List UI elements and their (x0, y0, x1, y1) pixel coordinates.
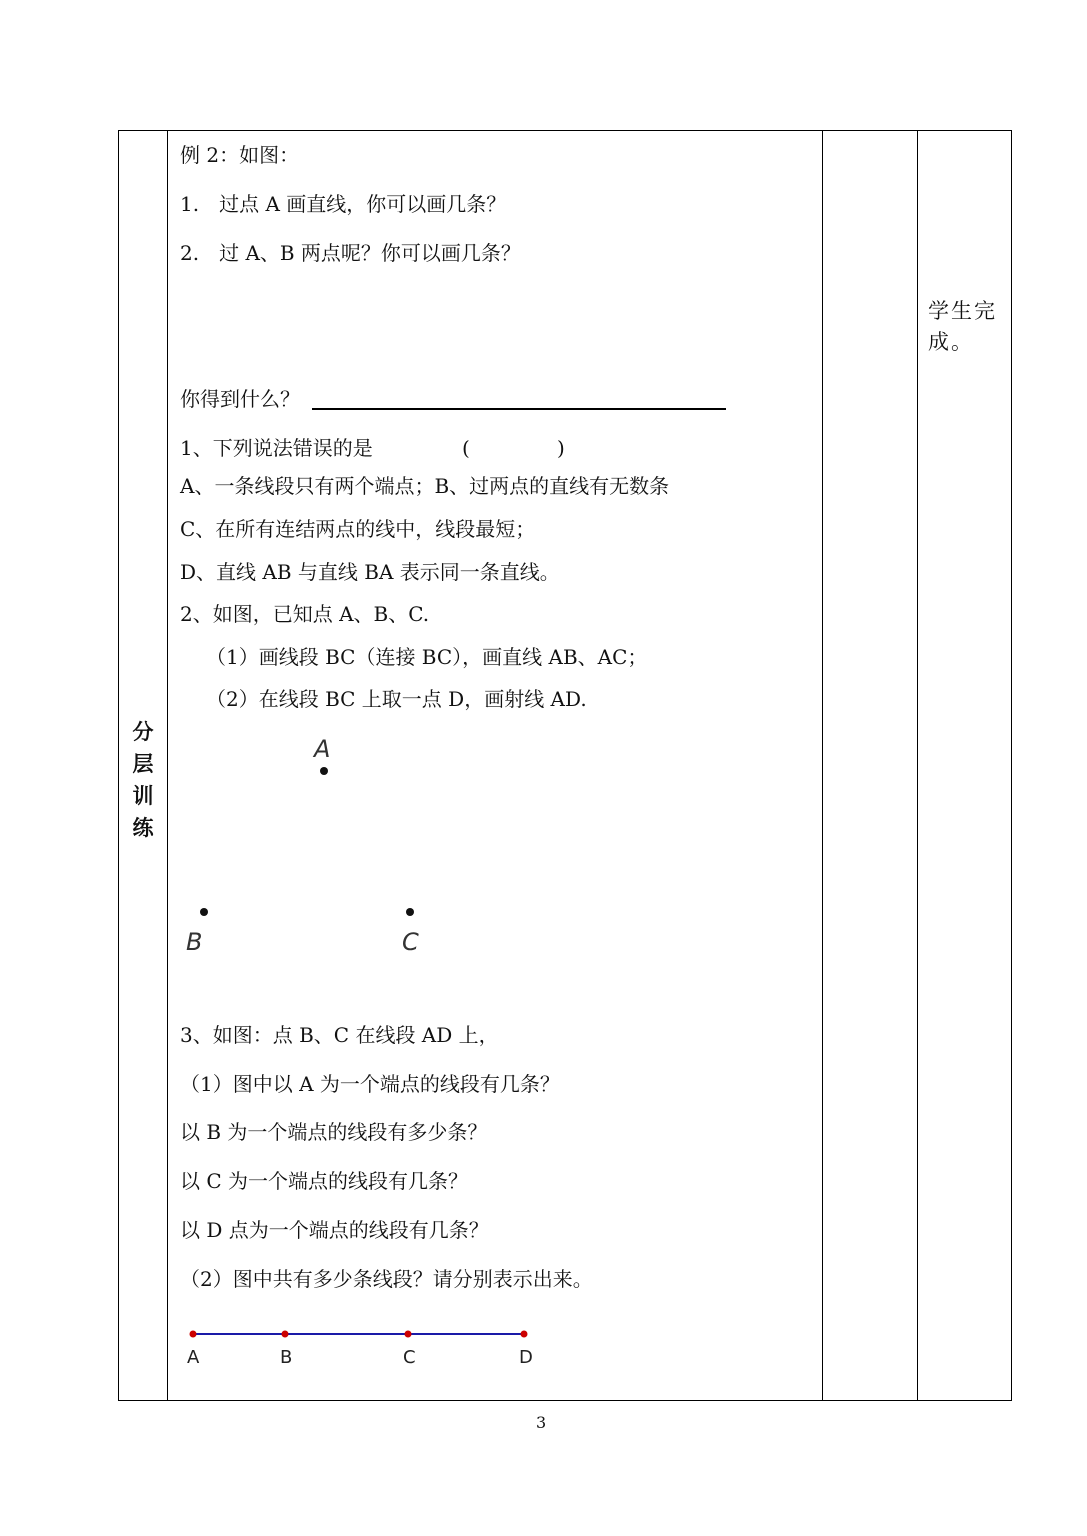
layer-training-label (128, 716, 158, 844)
ex1-option-c: C、在所有连结两点的线中，线段最短； (180, 517, 536, 541)
ex3-part-3: 以 C 为一个端点的线段有几条？ (180, 1169, 469, 1193)
example-question-2: 2. 过 A、B 两点呢？你可以画几条？ (180, 241, 521, 265)
label-char-3: 训 (132, 783, 154, 808)
example-title: 例 2：如图： (180, 143, 300, 167)
table-bottom-border (118, 1400, 1012, 1401)
segment-label-b: B (280, 1347, 293, 1368)
ex2-point-c (406, 908, 414, 916)
ex1-paren-open: ( (462, 436, 470, 460)
segment-point-a (190, 1331, 197, 1338)
ex3-part-4: 以 D 点为一个端点的线段有几条？ (180, 1218, 489, 1242)
ex2-part-1: （1）画线段 BC（连接 BC），画直线 AB、AC； (206, 645, 648, 669)
segment-label-a: A (187, 1347, 200, 1368)
table-left-border (118, 130, 119, 1400)
answer-blank-line (312, 408, 726, 410)
ex2-point-a-label: A (314, 735, 331, 763)
example-what-question: 你得到什么？ (180, 387, 300, 411)
ex2-point-b (200, 908, 208, 916)
ex1-option-d: D、直线 AB 与直线 BA 表示同一条直线。 (180, 560, 560, 584)
segment-label-d: D (519, 1347, 533, 1368)
ex3-part-5: （2）图中共有多少条线段？请分别表示出来。 (180, 1267, 593, 1291)
table-col-divider-2 (822, 130, 823, 1400)
segment-point-c (405, 1331, 412, 1338)
table-col-divider-1 (167, 130, 168, 1400)
segment-label-c: C (403, 1347, 416, 1368)
ex3-part-2: 以 B 为一个端点的线段有多少条？ (180, 1120, 488, 1144)
label-char-4: 练 (132, 815, 154, 840)
ex2-point-b-label: B (186, 928, 203, 956)
table-right-border (1011, 130, 1012, 1400)
ex2-point-a (320, 767, 328, 775)
example-question-1: 1. 过点 A 画直线，你可以画几条？ (180, 192, 507, 216)
ex2-point-c-label: C (402, 928, 419, 956)
label-char-1: 分 (132, 719, 154, 744)
ex3-question: 3、如图：点 B、C 在线段 AD 上， (180, 1023, 499, 1047)
ex1-paren-close: ) (557, 436, 565, 460)
ex2-question: 2、如图，已知点 A、B、C. (180, 602, 430, 626)
ex1-question: 1、下列说法错误的是 (180, 436, 373, 460)
table-top-border (118, 130, 1012, 131)
ex3-part-1: （1）图中以 A 为一个端点的线段有几条？ (180, 1072, 560, 1096)
segment-point-b (282, 1331, 289, 1338)
table-col-divider-3 (917, 130, 918, 1400)
label-char-2: 层 (132, 751, 154, 776)
page-number: 3 (536, 1413, 547, 1432)
student-note: 学生完成。 (928, 299, 997, 354)
ex1-option-ab: A、一条线段只有两个端点；B、过两点的直线有无数条 (180, 474, 670, 498)
ex3-segment-figure (180, 1320, 540, 1350)
ex2-part-2: （2）在线段 BC 上取一点 D，画射线 AD. (206, 687, 587, 711)
segment-point-d (521, 1331, 528, 1338)
